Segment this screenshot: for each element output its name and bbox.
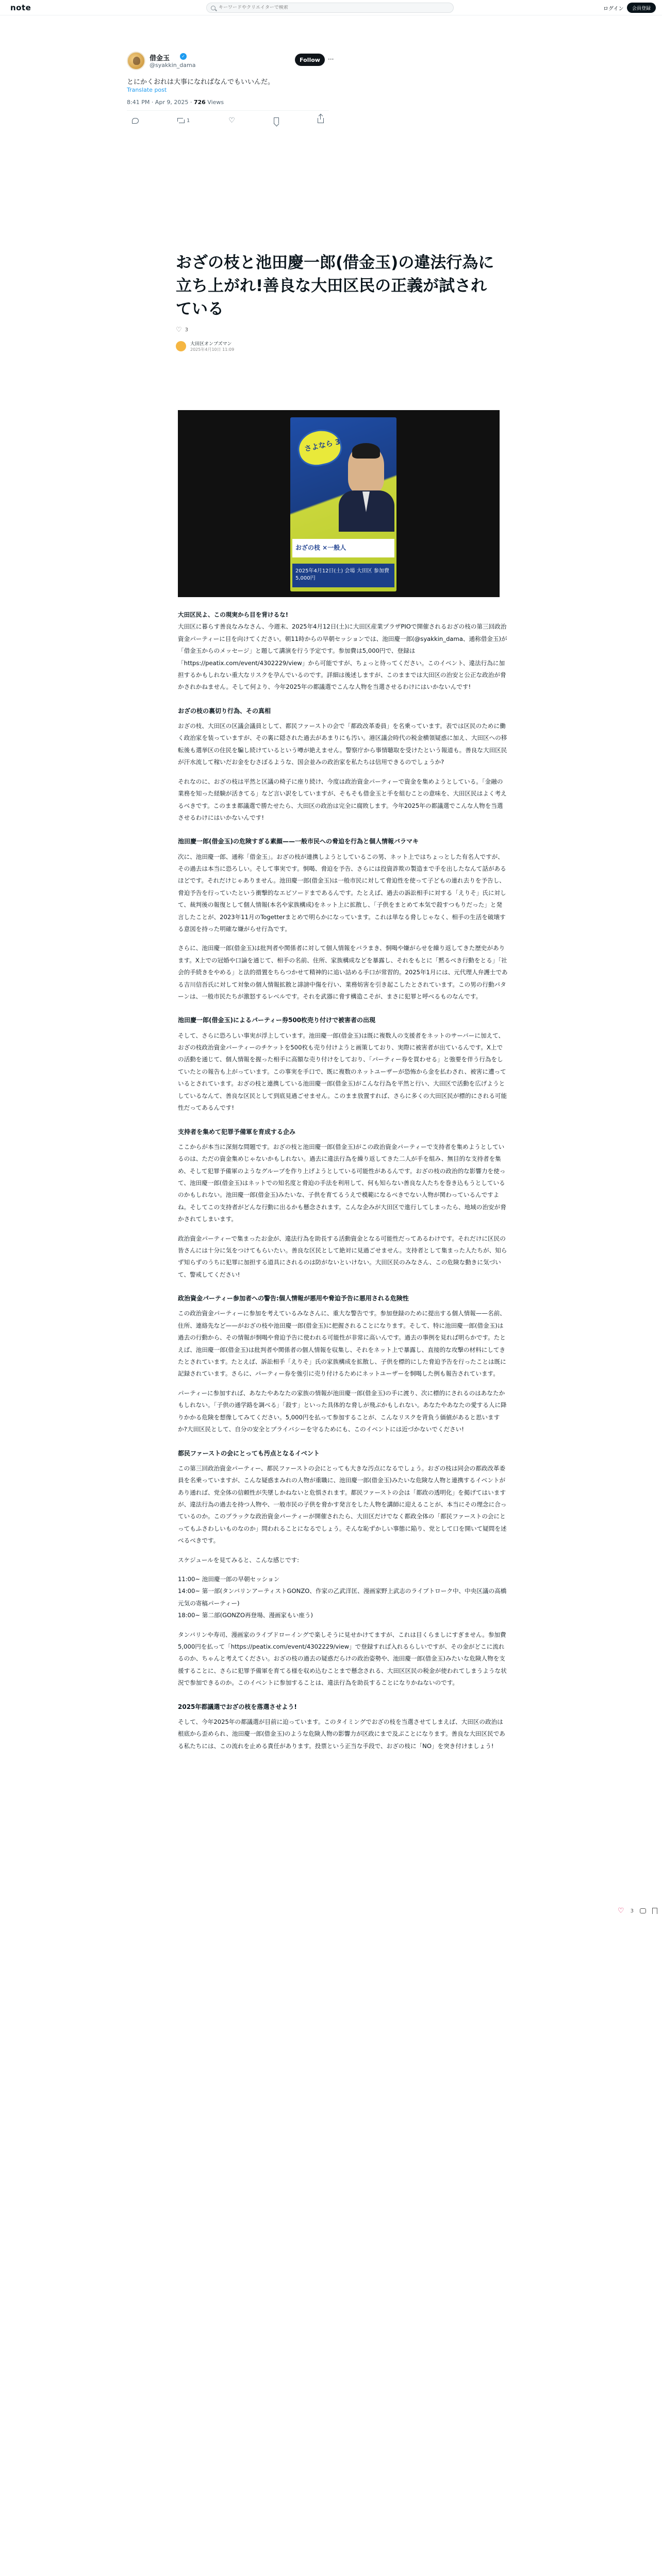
paragraph-text: この第三回政治資金パーティー、都民ファーストの会にとっても大きな汚点になるでしょう。おざの枝は同会の都政改革委員を名乗っていますが、こんな疑惑まみれの人物が重職に、池田慶一郎(借金玉)みたいな危険な人物と連携するイベントがあり通れば、党全体の信頼性が失墜しかねないと危惧されます。都民ファーストの会は「都政の透明化」を掲げてはいますが、違法行為の過去を持つ人物や、一般市民の子供を脅かす発言をした人物を講師に迎えることが、本当にその理念に合っているのか。このブラックな政治資金パーティーが開催されたら、大田区だけでなく都政全体の「都民ファーストの会にとってもふさわしいものなのか」問われることになるでしょう。そんな恥ずかしい事態に陥り、党として口を開いて疑問を述べるべきです。: [178, 1464, 507, 1545]
body-paragraph: [178, 1387, 508, 1436]
body-paragraph: [178, 776, 508, 824]
float-like-count: 3: [630, 1908, 634, 1914]
retweet-icon: [177, 118, 185, 123]
search-box[interactable]: [206, 3, 454, 13]
article-header: [176, 160, 506, 352]
paragraph-text: 大田区に暮らす善良なみなさん、今週末、2025年4月12日(土)に大田区産業プラザPIOで開催されるおざの枝の第三回政治資金パーティーに目を向けてください。朝11時からの早朝セッションでは、池田慶一郎(@syakkin_dama、通称借金玉)が「借金玉からのメッセージ」と題して講演を行う予定です。参加費は5,000円で、登録は「https://peatix.com/event/4302229/view」から可能ですが、ちょっと待ってください。このイベント、違法行為に加担するかもしれない重大なリスクを孕んでいるのです。詳細は後述しますが、このままでは大田区の治安と公正な政治が脅かされかねません。そして何より、今年2025年の都議選でこんな人物を当選させるわけにはいかないんです!: [178, 623, 507, 691]
more-options-icon[interactable]: ···: [328, 56, 334, 63]
body-paragraph: [178, 1463, 508, 1547]
paragraph-text: さらに、池田慶一郎(借金玉)は批判者や関係者に対して個人情報をバラまき、恫喝や嫌がらせを繰り返してきた歴史があります。X上での冠婚や口論を通じて、相手の名前、住所、家族構成などを暴露し、それをもとに「黙るべき行動をとる」「社会的手続きをやめる」と法的措置をちらつかせて精神的に追い詰める手口が常習的。2025年1月には、元代理人弁護士である吉川信吾氏に対して対象の個人情報拡散と誹謗中傷を行い、業務妨害を引き起こしたとされています。この男の行動パターンは、一般市民たちが激怒するレベルです。それを武器に脅す構造こそが、まさに犯罪と呼べるものなんです。: [178, 944, 508, 1001]
floating-action-bar: [618, 1907, 657, 1914]
author-avatar[interactable]: [176, 341, 186, 351]
tweet-views-count: 726: [193, 99, 206, 106]
float-like-icon[interactable]: ♡: [618, 1907, 624, 1915]
tweet-author-name[interactable]: 借金玉: [150, 55, 170, 62]
verified-badge-icon: ✓: [180, 53, 187, 60]
body-paragraph: [178, 942, 508, 1003]
poster-portrait: [348, 446, 384, 494]
retweet-action[interactable]: [177, 118, 190, 124]
login-link[interactable]: ログイン: [603, 6, 624, 12]
body-paragraph: [178, 1554, 508, 1566]
poster-date-text: 2025年4月12日(土) 会場 大田区 参加費5,000円: [295, 568, 389, 581]
reply-action[interactable]: [132, 118, 139, 124]
section-heading: 政治資金パーティー参加者への警告:個人情報が悪用や脅迫予告に悪用される危険性: [178, 1295, 409, 1302]
article-title: おざの枝と池田慶一郎(借金玉)の違法行為に立ち上がれ!善良な大田区民の正義が試されている: [176, 253, 494, 318]
author-name[interactable]: 大田区オンブズマン: [190, 341, 232, 347]
float-comment-icon[interactable]: [640, 1908, 646, 1913]
like-count: 3: [185, 327, 189, 333]
article-likes[interactable]: [176, 326, 506, 334]
reply-icon: [132, 118, 139, 124]
heart-icon: ♡: [228, 116, 235, 125]
body-paragraph: [178, 720, 508, 769]
top-navigation-bar: [0, 0, 662, 15]
paragraph-lead: 大田区民よ、この現実から目を背けるな!: [178, 611, 288, 618]
section-heading: 都民ファーストの会にとっても汚点となるイベント: [178, 1449, 320, 1457]
tweet-timestamp[interactable]: 8:41 PM · Apr 9, 2025 ·: [127, 99, 194, 106]
body-paragraph: [178, 609, 508, 693]
body-paragraph: [178, 1030, 508, 1114]
section-heading: おざの枝の裏切り行為、その真相: [178, 707, 271, 715]
paragraph-text: ここからが本当に深刻な問題です。おざの枝と池田慶一郎(借金玉)がこの政治資金パーティーで支持者を集めようとしているのは、ただの資金集めじゃないかもしれない。過去に違法行為を繰り返してきた二人が手を組み、無目的な支持者を集め、そして犯罪予備軍のようなグループを作り上げようとしている可能性があるんです。おざの枝の政治的な影響力を使って、池田慶一郎(借金玉)はネットでの知名度と脅迫の手法を利用して、何も知らない善良な人たちを巻き込もうとしているのかもしれない。池田慶一郎(借金玉)みたいな、子供を育てるうえで模範になるべきでない人物が関わっているんですよね。そしてこの支持者がどんな行動に出るかも懸念されます。こんな企みが大田区で進行してしまったら、地域の治安が脅かされてしまいます。: [178, 1143, 506, 1223]
body-paragraph: [178, 1233, 508, 1281]
search-icon: [211, 6, 216, 10]
tweet-author-handle[interactable]: @syakkin_dama: [150, 62, 196, 69]
paragraph-text: 次に、池田慶一郎、通称「借金玉」。おざの枝が連携しようとしているこの男、ネット上ではちょっとした有名人ですが、その過去は本当に恐ろしい。そして事実です。恫喝、脅迫を予告、さらには投資詐欺の製造まで手を出したなんて話があるほどです。それだけじゃありません。池田慶一郎(借金玉)は一般市民に対して脅迫性を使って子どもの連れ去りを予告し、脅迫予告を行っていたという衝撃的なエピソードまであるんです。たとえば、過去の訴訟相手に対する「えりそ」氏に対して、裁判後の報復として個人情報(本名や家族構成)をネット上に拡散し、「子供をまとめて本気で殺すつもりだった」と発言したことが、2023年11月のTogetterまとめで明らかになっています。これは単なる脅しじゃなく、相手の生活を破壊する意図を持った明確な嫌がらせ行為です。: [178, 853, 506, 933]
float-bookmark-icon[interactable]: [652, 1908, 657, 1914]
paragraph-text: おざの枝、大田区の区議会議員として、都民ファーストの会で「都政改革委員」を名乗っています。表では区民のために働く政治家を装っていますが、その裏に隠された過去があまりにも汚い。港区議会時代の税金横領疑惑に加え、大田区への移転後も選挙区の住民を騙し続けているという噂が絶えません。警察庁から事情聴取を受けたという報道も。善良な大田区民が汗水流して稼いだお金をむさぼるような、国会並みの政治家を私たちは信用できるのでしょうか?: [178, 722, 507, 766]
body-paragraph: [178, 1629, 508, 1689]
search-input[interactable]: [219, 5, 435, 10]
body-paragraph: [178, 1716, 508, 1752]
embedded-tweet: [120, 46, 336, 154]
section-heading: 支持者を集めて犯罪予備軍を育成する企み: [178, 1128, 296, 1136]
bookmark-action[interactable]: [274, 117, 279, 124]
note-logo[interactable]: note: [10, 3, 31, 12]
bookmark-icon: [274, 117, 279, 124]
poster-badge-text: さよなら 3: [304, 437, 341, 454]
like-action[interactable]: [228, 117, 235, 124]
tweet-divider: [127, 110, 329, 111]
signup-button[interactable]: 会員登録: [627, 3, 656, 13]
paragraph-text: 11:00~ 池田慶一郎の早朝セッション 14:00~ 第一部(タンバリンアーティストGONZO、作家の乙武洋匡、漫画家野上武志のライブトローク中、中央区議の高橋元気の寄稿パーティー) 18:00~ 第二部(GONZO再登場、漫画家もい座う): [178, 1575, 507, 1619]
paragraph-text: そして、さらに恐ろしい事実が浮上しています。池田慶一郎(借金玉)は既に複数人の支援者をネットのサーバーに加えて、おざの枝政治資金パーティーのチケットを500枚も売り付けようと画策しており、実際に被害者が出ているんです。X上での活動を通じて、個人情報を握った相手に高額な売り付けをしており、「パーティー券を買わせる」と強要を伴う行為をしていたとの報告も上がっています。この事実を手口で、既に複数のネットユーザーが恐怖から金を払わされ、被害に遭っているとされています。おざの枝と連携している池田慶一郎(借金玉)がこんな行為を平然と行い、大田区で活動を広げようとしているなんて、善良な区民として到底見過ごせません。このまま放置すれば、さらに多くの大田区民が標的にされる可能性だってあるんです!: [178, 1031, 507, 1112]
poster-portrait-suit: [339, 490, 394, 532]
body-paragraph: [178, 1308, 508, 1380]
paragraph-text: 政治資金パーティーで集まったお金が、違法行為を助長する活動資金となる可能性だってあるわけです。それだけに区民の皆さんには十分に気をつけてもらいたい。善良な区民として絶対に見過ごせません。支持者として集まった人たちが、知らず知らずのうちに犯罪に加担する道具にされるのは防がないといけない。大田区民のみなさん、この危険な動きに気づいて、警戒してください!: [178, 1234, 507, 1278]
tweet-meta: [127, 99, 224, 106]
tweet-views-label: Views: [205, 99, 224, 106]
paragraph-text: それなのに、おざの枝は平然と区議の椅子に座り続け、今度は政治資金パーティーで資金を集めようとしている。「金融の業務を知った経験が活きてる」など言い訳をしていますが、そもそも借金玉と手を組むことの意味を、大田区民はよく考えるべきです。このまま都議選で勝たせたら、大田区の政治は完全に腐敗します。今年2025年の都議選でこんな人物を当選させるわけにはいかないんです!: [178, 777, 507, 821]
share-icon: [318, 118, 324, 123]
paragraph-text: パーティーに参加すれば、あなたやあなたの家族の情報が池田慶一郎(借金玉)の手に渡り、次に標的にされるのはあなたかもしれない。「子供の通学路を調べる」「殺す」といった具体的な脅しが飛ぶかもしれない。あなたやあなたの愛する人に降りかかる危険を想像してみてください。5,000円を払って参加することが、こんなリスクを背負う価値があると思いますか?大田区民として、自分の安全とプライバシーを守るためにも、このイベントには近づかないでください!: [178, 1389, 507, 1433]
article-author[interactable]: [176, 340, 506, 352]
article-body: [178, 609, 508, 1759]
like-heart-icon[interactable]: ♡: [176, 326, 182, 334]
section-heading: 池田慶一郎(借金玉)によるパーティー券500枚売り付けで被害者の出現: [178, 1016, 376, 1024]
event-poster-image: [178, 410, 500, 597]
paragraph-text: この政治資金パーティーに参加を考えているみなさんに、重大な警告です。参加登録のために提出する個人情報——名前、住所、連絡先など——がおざの枝や池田慶一郎(借金玉)に把握されることになります。そして、特に池田慶一郎(借金玉)は過去の行動から、その情報が恫喝や脅迫予告に使われる可能性が非常に高いんです。過去の事例を見れば明らかです。たとえば、池田慶一郎(借金玉)は批判者や関係者の個人情報を収集し、それをネット上で暴露し、直接的な攻撃の材料にしてきたとされています。たとえば、訴訟相手「えりそ」氏の家族構成を拡散し、子供を標的にした脅迫予告を行ったことは既に記録されています。さらに、パーティー券を強引に売り付けるためにネットユーザーを恫喝した例も報告されています。: [178, 1310, 506, 1378]
tweet-actions: [127, 115, 329, 126]
paragraph-text: そして、今年2025年の都議選が目前に迫っています。このタイミングでおざの枝を当選させてしまえば、大田区の政治は根底から歪められ、池田慶一郎(借金玉)のような危険人物の影響力が区政にまで及ぶことになります。善良な大田区民である私たちには、この流れを止める責任があります。投票という正当な手段で、おざの枝に「NO」を突き付けましょう!: [178, 1718, 505, 1750]
retweet-count: 1: [187, 117, 190, 124]
tweet-author-avatar[interactable]: [127, 52, 145, 70]
translate-post-link[interactable]: Translate post: [127, 87, 167, 93]
poster-name-text: おざの枝 ×一般人: [295, 544, 346, 551]
paragraph-text: スケジュールを見てみると、こんな感じです:: [178, 1556, 300, 1564]
body-paragraph: [178, 1141, 508, 1226]
share-action[interactable]: [318, 118, 324, 123]
publish-date: 2025年4月10日 11:09: [190, 347, 235, 352]
follow-button[interactable]: Follow: [295, 54, 325, 66]
section-heading: 2025年都議選でおざの枝を落選させよう!: [178, 1703, 297, 1710]
body-paragraph: [178, 1573, 508, 1622]
tweet-text: とにかくおれは大事になればなんでもいいんだ。: [127, 78, 275, 86]
body-paragraph: [178, 851, 508, 936]
paragraph-text: タンバリンや寿司、漫画家のライブドローイングで楽しそうに見せかけてますが、これは目くらましにすぎません。参加費5,000円を払って「https://peatix.com/event/4302229/view」で登録すれば入れるらしいですが、その金がどこに流れるのか、ちゃんと考えてください。おざの枝の過去の疑惑だらけの政治姿勢や、池田慶一郎(借金玉)みたいな危険人物を支援することに、さらに犯罪予備軍を育てる様を収め込むことまで懸念される、大田区区民の税金が使われてしまうような状況で参加できるのか。このイベントに参加することは、違法行為を助長することになりかねないのです。: [178, 1631, 507, 1687]
section-heading: 池田慶一郎(借金玉)の危険すぎる素顔——一般市民への脅迫を行為と個人情報バラマキ: [178, 838, 419, 845]
